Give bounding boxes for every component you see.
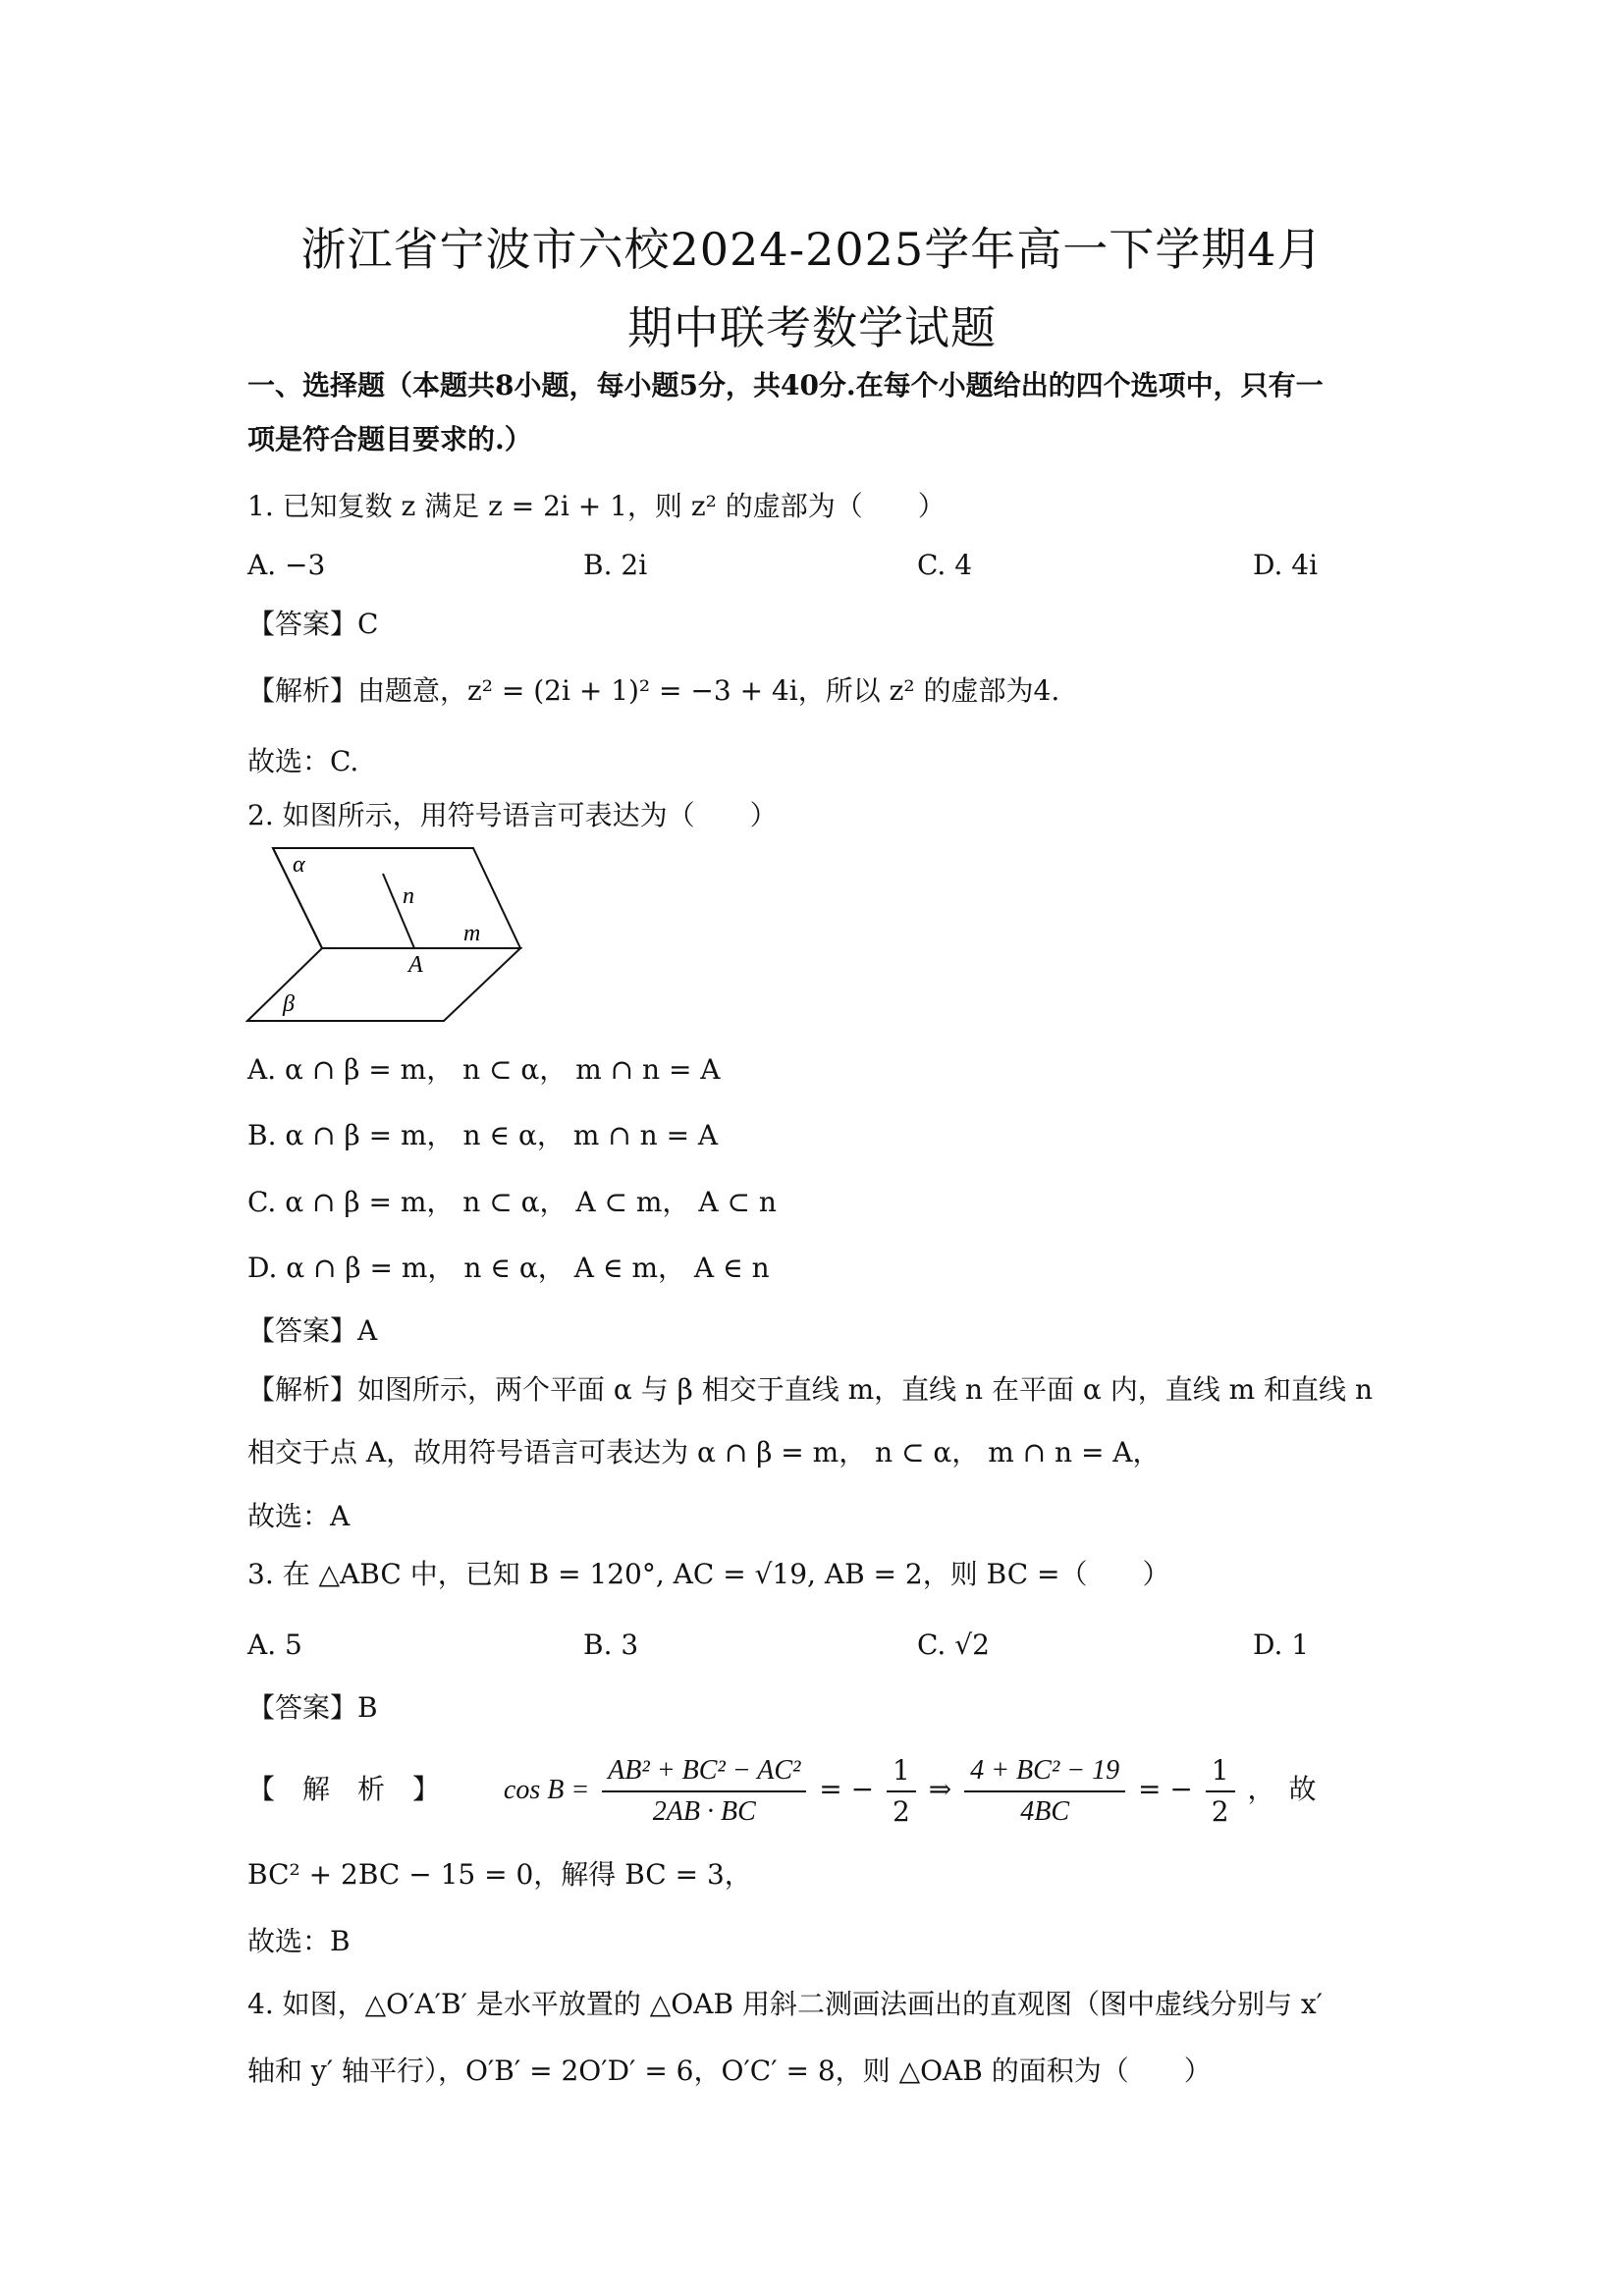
fraction-numerator: AB² + BC² − AC² (602, 1751, 806, 1792)
label-beta: β (283, 991, 295, 1017)
q2-planes-figure (245, 842, 530, 1027)
law-of-cosines-fraction (602, 1751, 806, 1832)
q1-conclusion: 故选：C. (247, 745, 359, 777)
q2-option-c: C. α ∩ β = m， n ⊂ α， A ⊂ m， A ⊂ n (247, 1186, 777, 1218)
cos-b-lhs: cos B = (503, 1775, 590, 1805)
exam-title-line2: 期中联考数学试题 (627, 301, 997, 354)
q3-option-d: D. 1 (1253, 1629, 1310, 1661)
q3-answer: 【答案】B (247, 1691, 378, 1724)
label-m: m (463, 921, 481, 946)
half-fraction-1 (887, 1751, 916, 1832)
q2-analysis-line1: 【解析】如图所示，两个平面 α 与 β 相交于直线 m，直线 n 在平面 α 内，直线 m 和直线 n (247, 1373, 1373, 1406)
fraction-denominator: 2AB · BC (652, 1795, 756, 1827)
q2-option-b: B. α ∩ β = m， n ∈ α， m ∩ n = A (247, 1119, 719, 1151)
q3-option-a: A. 5 (247, 1629, 302, 1661)
half-numerator-2: 1 (1206, 1751, 1235, 1792)
substituted-denominator: 4BC (1020, 1795, 1070, 1827)
equals-minus-2: = − (1138, 1773, 1193, 1805)
q4-stem-line1: 4. 如图，△O′A′B′ 是水平放置的 △OAB 用斜二测画法画出的直观图（图中虚线分别与 x′ (247, 1988, 1324, 2020)
section-heading-line2: 项是符合题目要求的.） (247, 423, 532, 455)
implies-arrow: ⇒ (928, 1773, 952, 1805)
q2-analysis-line2: 相交于点 A，故用符号语言可表达为 α ∩ β = m， n ⊂ α， m ∩ n = A， (247, 1436, 1161, 1468)
q3-option-b: B. 3 (583, 1629, 639, 1661)
half-denominator-1: 2 (893, 1794, 910, 1828)
q3-stem: 3. 在 △ABC 中，已知 B = 120°, AC = √19, AB = 2，则 BC =（ ） (247, 1558, 1170, 1590)
equals-minus-1: = − (819, 1773, 875, 1805)
q3-analysis-formula (247, 1745, 1388, 1834)
q3-option-c: C. √2 (917, 1629, 990, 1661)
q1-option-a: A. −3 (247, 549, 326, 581)
q1-option-d: D. 4i (1253, 549, 1319, 581)
plane-alpha-outline (273, 848, 520, 948)
label-A: A (408, 952, 423, 978)
section-heading-line1: 一、选择题（本题共8小题，每小题5分，共40分.在每个小题给出的四个选项中，只有一 (247, 369, 1324, 401)
q2-stem: 2. 如图所示，用符号语言可表达为（ ） (247, 799, 778, 831)
q3-conclusion: 故选：B (247, 1925, 351, 1957)
substituted-numerator: 4 + BC² − 19 (964, 1751, 1125, 1792)
q1-analysis: 【解析】由题意，z² = (2i + 1)² = −3 + 4i，所以 z² 的虚部为4. (247, 674, 1060, 707)
q2-option-d: D. α ∩ β = m， n ∈ α， A ∈ m， A ∈ n (247, 1252, 770, 1284)
label-alpha: α (293, 852, 305, 878)
half-denominator-2: 2 (1211, 1794, 1229, 1828)
half-numerator-1: 1 (887, 1751, 916, 1792)
q3-analysis-label: 【 解 析 】 (247, 1773, 441, 1805)
q1-answer: 【答案】C (247, 608, 379, 640)
q3-analysis-line2: BC² + 2BC − 15 = 0，解得 BC = 3， (247, 1858, 752, 1891)
therefore-tail: ， 故 (1247, 1773, 1317, 1805)
q4-stem-line2: 轴和 y′ 轴平行），O′B′ = 2O′D′ = 6，O′C′ = 8，则 △OAB 的面积为（ ） (247, 2055, 1212, 2087)
half-fraction-2 (1206, 1751, 1235, 1832)
q2-answer: 【答案】A (247, 1314, 378, 1347)
exam-title-line1: 浙江省宁波市六校2024-2025学年高一下学期4月 (300, 223, 1324, 276)
q2-option-a: A. α ∩ β = m， n ⊂ α， m ∩ n = A (247, 1053, 721, 1086)
q1-stem: 1. 已知复数 z 满足 z = 2i + 1，则 z² 的虚部为（ ） (247, 490, 946, 522)
q2-conclusion: 故选：A (247, 1500, 351, 1532)
substituted-fraction (964, 1751, 1125, 1832)
q1-option-b: B. 2i (583, 549, 648, 581)
label-n: n (403, 883, 414, 909)
q1-option-c: C. 4 (917, 549, 973, 581)
